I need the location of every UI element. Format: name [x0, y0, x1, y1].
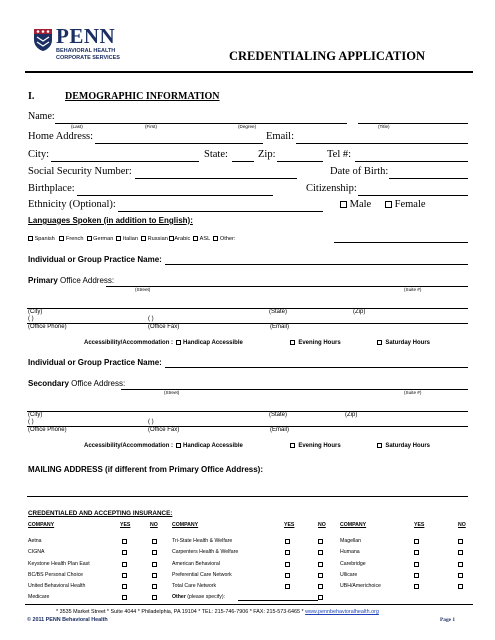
ins-col1-company-header: COMPANY: [28, 522, 55, 528]
practice2-evening-option[interactable]: [290, 443, 341, 449]
sub-first: (First): [145, 124, 157, 129]
title-rule: [25, 71, 473, 73]
italian-checkbox[interactable]: [116, 236, 121, 241]
practice2-suite-sub: (Suite #): [404, 390, 422, 395]
insurance-yes-checkbox[interactable]: [414, 573, 419, 578]
insurance-no-checkbox[interactable]: [458, 573, 463, 578]
practice1-city-line[interactable]: [27, 308, 468, 309]
ins-col3-yes-header: YES: [414, 522, 425, 528]
insurance-company-label: Carebridge: [340, 561, 366, 567]
practice1-fax-paren: ( ): [148, 316, 154, 322]
insurance-no-checkbox[interactable]: [152, 539, 157, 544]
logo-line1: BEHAVIORAL HEALTH: [56, 48, 116, 54]
other-word: Other: [172, 594, 186, 600]
practice1-access-label: Accessibility/Accommodation :: [84, 340, 174, 347]
practice1-address-label: [28, 276, 114, 285]
secondary-word: Secondary: [28, 379, 69, 388]
ins-col1-yes-header: YES: [120, 522, 131, 528]
practice1-name-field[interactable]: [165, 264, 468, 265]
ssn-label: Social Security Number:: [28, 166, 132, 177]
practice1-handicap-label: Handicap Accessible: [183, 340, 243, 347]
practice1-suite-sub: (Suite #): [404, 287, 422, 292]
spanish-checkbox[interactable]: [28, 236, 33, 241]
french-checkbox[interactable]: [59, 236, 64, 241]
primary-word: Primary: [28, 276, 58, 285]
male-option[interactable]: [340, 199, 371, 210]
ethnicity-label: Ethnicity (Optional):: [28, 199, 116, 210]
insurance-no-checkbox[interactable]: [318, 573, 323, 578]
french-label: French: [66, 236, 84, 242]
practice2-city-line[interactable]: [27, 411, 468, 412]
insurance-no-checkbox[interactable]: [152, 584, 157, 589]
insurance-no-checkbox[interactable]: [318, 562, 323, 567]
practice1-address-rest: Office Address:: [57, 276, 115, 285]
other-insurance-field[interactable]: [238, 600, 318, 601]
practice1-name-label: Individual or Group Practice Name:: [28, 255, 162, 264]
italian-label: Italian: [123, 236, 138, 242]
insurance-company-label: BC/BS Personal Choice: [28, 572, 84, 578]
state-field[interactable]: [232, 161, 254, 162]
insurance-no-checkbox[interactable]: [318, 539, 323, 544]
insurance-no-checkbox[interactable]: [318, 584, 323, 589]
section-number: I.: [28, 91, 35, 102]
insurance-no-checkbox[interactable]: [458, 584, 463, 589]
female-option[interactable]: [385, 199, 426, 210]
other-language-field[interactable]: [334, 242, 468, 243]
female-label: Female: [394, 199, 426, 210]
insurance-no-checkbox[interactable]: [152, 562, 157, 567]
russian-label: Russian: [147, 236, 168, 242]
dob-label: Date of Birth:: [330, 166, 389, 177]
practice1-saturday-label: Saturday Hours: [385, 340, 431, 347]
insurance-company-label: CIGNA: [28, 549, 45, 555]
practice1-handicap-checkbox[interactable]: [176, 340, 181, 345]
ins-col2-no-header: NO: [318, 522, 326, 528]
practice1-street-sub: (Street): [135, 287, 151, 292]
practice2-saturday-checkbox[interactable]: [377, 443, 382, 448]
sub-title: (Title): [378, 124, 390, 129]
practice2-name-field[interactable]: [165, 367, 468, 368]
insurance-company-label: Medicare: [28, 594, 50, 600]
female-checkbox[interactable]: [385, 201, 392, 208]
insurance-yes-checkbox[interactable]: [285, 550, 290, 555]
birthplace-field[interactable]: [77, 195, 273, 196]
footer-copyright: © 2011 PENN Behavioral Health: [27, 617, 108, 623]
asl-checkbox[interactable]: [193, 236, 198, 241]
languages-options: [28, 236, 235, 242]
practice2-fax-paren: ( ): [148, 419, 154, 425]
practice1-evening-option[interactable]: [290, 340, 341, 346]
insurance-yes-checkbox[interactable]: [285, 539, 290, 544]
german-checkbox[interactable]: [87, 236, 92, 241]
practice1-phone-paren: ( ): [28, 316, 34, 322]
citizenship-field[interactable]: [358, 195, 468, 196]
birthplace-label: Birthplace:: [28, 183, 75, 194]
practice2-phone-line[interactable]: [27, 426, 468, 427]
practice2-fax-sub: (Office Fax): [148, 427, 180, 433]
insurance-company-label: Total Care Network: [172, 583, 217, 589]
ssn-field[interactable]: [135, 178, 297, 179]
insurance-company-label: American Behavioral: [172, 561, 220, 567]
penn-shield-logo: [33, 28, 53, 52]
ins-col2-company-header: COMPANY: [172, 522, 199, 528]
practice2-evening-checkbox[interactable]: [290, 443, 295, 448]
arabic-label: Arabic: [174, 236, 191, 242]
page-number: Page 1: [440, 617, 456, 623]
practice2-handicap-checkbox[interactable]: [176, 443, 181, 448]
practice2-address-rest: Office Address:: [68, 379, 126, 388]
practice2-email-sub: (Email): [270, 427, 289, 433]
practice1-saturday-option[interactable]: [377, 340, 430, 346]
logo-line2: CORPORATE SERVICES: [56, 55, 120, 61]
insurance-yes-checkbox[interactable]: [122, 562, 127, 567]
insurance-yes-checkbox[interactable]: [122, 573, 127, 578]
insurance-company-label: UBH/Americhoice: [340, 583, 381, 589]
sub-last: (Last): [71, 124, 83, 129]
footer-address-line: [56, 609, 379, 615]
insurance-yes-checkbox[interactable]: [285, 573, 290, 578]
mailing-address-label: MAILING ADDRESS (if different from Primary Office Address):: [28, 465, 263, 474]
insurance-no-checkbox[interactable]: [458, 550, 463, 555]
insurance-company-label: Preferential Care Network: [172, 572, 232, 578]
practice1-access-row: [84, 340, 243, 346]
city-label: City:: [28, 149, 50, 160]
spanish-label: Spanish: [34, 236, 55, 242]
insurance-company-label: Ullicare: [340, 572, 358, 578]
insurance-yes-checkbox[interactable]: [414, 550, 419, 555]
insurance-yes-checkbox[interactable]: [122, 539, 127, 544]
tel-field[interactable]: [355, 161, 468, 162]
insurance-yes-checkbox[interactable]: [414, 562, 419, 567]
other-language-checkbox[interactable]: [213, 236, 218, 241]
practice1-city-sub: (City): [28, 309, 43, 315]
practice2-saturday-label: Saturday Hours: [385, 443, 431, 450]
russian-checkbox[interactable]: [141, 236, 146, 241]
ins-col1-no-header: NO: [150, 522, 158, 528]
insurance-company-label: United Behavioral Health: [28, 583, 86, 589]
practice2-saturday-option[interactable]: [377, 443, 430, 449]
male-label: Male: [349, 199, 372, 210]
insurance-company-label: Carpenters Health & Welfare: [172, 549, 239, 555]
name-field[interactable]: [55, 123, 347, 124]
practice2-name-label: Individual or Group Practice Name:: [28, 358, 162, 367]
insurance-yes-checkbox[interactable]: [414, 539, 419, 544]
ins-col3-company-header: COMPANY: [340, 522, 367, 528]
zip-label: Zip:: [258, 149, 276, 160]
footer-rule: [25, 604, 473, 605]
insurance-yes-checkbox[interactable]: [122, 595, 127, 600]
insurance-no-checkbox[interactable]: [458, 539, 463, 544]
home-address-field[interactable]: [95, 143, 263, 144]
sub-degree: (Degree): [238, 124, 257, 129]
tel-label: Tel #:: [327, 149, 352, 160]
practice2-evening-label: Evening Hours: [298, 443, 341, 450]
practice2-city-sub: (City): [28, 412, 43, 418]
practice1-phone-sub: (Office Phone): [28, 324, 67, 330]
footer-address: * 3535 Market Street * Suite 4044 * Philadelphia, PA 19104 * TEL: 215-746-7906 * FAX: 215-573-6465 *: [56, 609, 306, 615]
mailing-address-field[interactable]: [27, 496, 468, 497]
title-field[interactable]: [358, 123, 468, 124]
practice2-access-row: [84, 443, 243, 449]
insurance-yes-checkbox[interactable]: [285, 562, 290, 567]
insurance-company-label: Aetna: [28, 538, 42, 544]
practice2-address-label: [28, 379, 125, 388]
other-language-label: Other:: [219, 236, 236, 242]
section-title: DEMOGRAPHIC INFORMATION: [65, 91, 220, 102]
dob-field[interactable]: [389, 178, 468, 179]
footer-website-link[interactable]: www.pennbehavioralhealth.org: [305, 609, 379, 615]
insurance-company-label: Magellan: [340, 538, 362, 544]
email-label: Email:: [266, 131, 294, 142]
ins-col3-no-header: NO: [458, 522, 466, 528]
ethnicity-field[interactable]: [118, 211, 323, 212]
practice2-handicap-label: Handicap Accessible: [183, 443, 243, 450]
german-label: German: [93, 236, 114, 242]
practice2-street-sub: (Street): [164, 390, 180, 395]
ins-col2-yes-header: YES: [284, 522, 295, 528]
insurance-company-label: Humana: [340, 549, 360, 555]
insurance-yes-checkbox[interactable]: [414, 584, 419, 589]
insurance-no-checkbox[interactable]: [152, 573, 157, 578]
practice2-state-sub: (State): [269, 412, 288, 418]
city-field[interactable]: [51, 161, 199, 162]
insurance-yes-checkbox[interactable]: [285, 584, 290, 589]
email-field[interactable]: [296, 143, 468, 144]
insurance-company-label: Keystone Health Plan East: [28, 561, 90, 567]
insurance-no-checkbox[interactable]: [318, 550, 323, 555]
practice1-saturday-checkbox[interactable]: [377, 340, 382, 345]
insurance-heading: CREDENTIALED AND ACCEPTING INSURANCE:: [28, 510, 173, 517]
name-label: Name:: [28, 111, 55, 122]
practice1-zip-sub: (Zip): [353, 309, 366, 315]
practice1-phone-line[interactable]: [27, 323, 468, 324]
practice2-zip-sub: (Zip): [345, 412, 358, 418]
practice2-access-label: Accessibility/Accommodation :: [84, 443, 174, 450]
practice1-evening-label: Evening Hours: [298, 340, 341, 347]
practice1-evening-checkbox[interactable]: [290, 340, 295, 345]
insurance-no-checkbox[interactable]: [318, 595, 323, 600]
home-address-label: Home Address:: [28, 131, 94, 142]
logo-wordmark: PENN: [56, 24, 116, 48]
zip-field[interactable]: [277, 161, 323, 162]
insurance-no-checkbox[interactable]: [152, 595, 157, 600]
practice1-state-sub: (State): [269, 309, 288, 315]
languages-heading: Languages Spoken (in addition to English):: [28, 216, 193, 225]
insurance-yes-checkbox[interactable]: [122, 584, 127, 589]
practice2-phone-sub: (Office Phone): [28, 427, 67, 433]
practice1-email-sub: (Email): [270, 324, 289, 330]
male-checkbox[interactable]: [340, 201, 347, 208]
insurance-yes-checkbox[interactable]: [122, 550, 127, 555]
citizenship-label: Citizenship:: [306, 183, 357, 194]
page-title: CREDENTIALING APPLICATION: [229, 49, 425, 63]
insurance-company-label: Other (please specify):: [172, 594, 226, 600]
insurance-company-label: Tri-State Health & Welfare: [172, 538, 233, 544]
insurance-no-checkbox[interactable]: [458, 562, 463, 567]
state-label: State:: [204, 149, 228, 160]
insurance-no-checkbox[interactable]: [152, 550, 157, 555]
asl-label: ASL: [199, 236, 211, 242]
practice2-phone-paren: ( ): [28, 419, 34, 425]
practice1-fax-sub: (Office Fax): [148, 324, 180, 330]
